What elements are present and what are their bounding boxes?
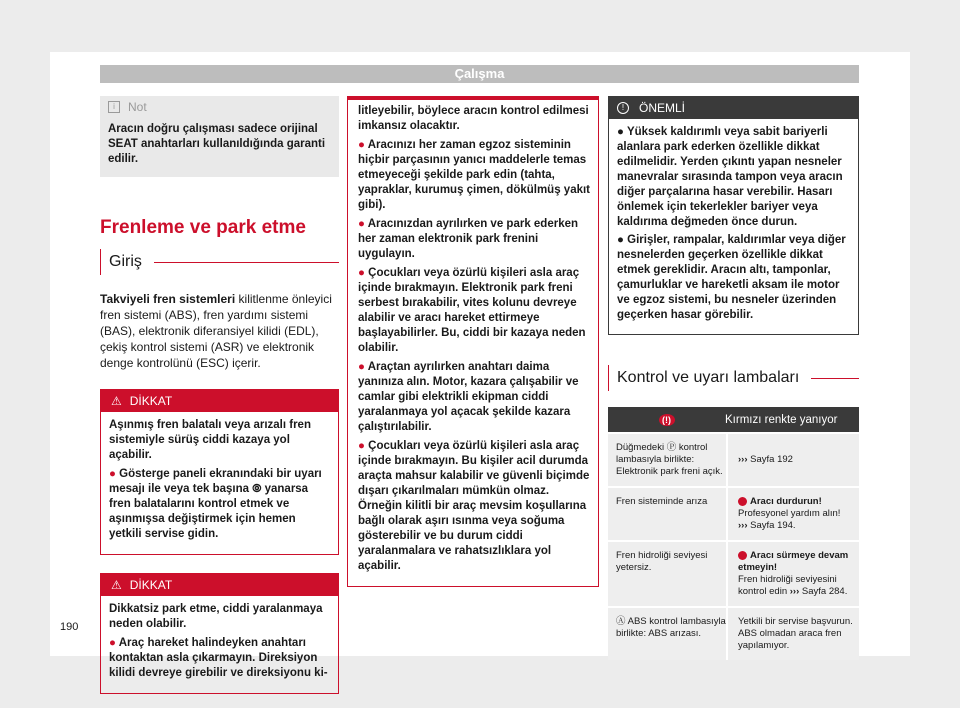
table-cell: Yetkili bir servise başvurun. ABS olmadan araca fren yapılamıyor. xyxy=(726,608,859,660)
table-row xyxy=(608,606,859,660)
intro-text: kilitlenme önleyici fren sistemi (ABS), fren yardımı sistemi (BAS), elektronik diferansiyel kilidi (EDL), çekiş kontrol sistemi (ASR) ve elektronik denge kontrolünü (ESC) içerir. xyxy=(100,292,332,370)
cont-b2 xyxy=(358,217,590,262)
cont-b2-text: Aracınızdan ayrılırken ve park ederken her zaman elektronik park frenini uygulayın. xyxy=(358,218,579,260)
table-cell xyxy=(726,434,859,486)
info-icon: i xyxy=(108,101,120,113)
page-ref-link[interactable]: Sayfa 192 xyxy=(747,454,793,465)
page-ref-arrow: ››› xyxy=(738,520,748,531)
brake-warning-icon: (!) xyxy=(608,414,725,426)
page-ref-link[interactable]: Sayfa 284. xyxy=(799,586,848,597)
table-row xyxy=(608,486,859,540)
row-1-text-b: kontrol lambasıyla birlikte: Elektronik park freni açık. xyxy=(616,442,723,477)
stop-icon xyxy=(738,551,747,560)
cont-b3 xyxy=(358,266,590,356)
row-3-bold: Aracı sürmeye devam etmeyin! xyxy=(738,550,849,573)
important-body xyxy=(609,119,858,334)
bullet-icon: ● xyxy=(109,468,120,480)
column-left xyxy=(100,96,339,694)
note-label: Not xyxy=(128,100,147,114)
bullet-icon: ● xyxy=(358,267,369,279)
warning-continuation-body xyxy=(348,100,598,586)
important-box xyxy=(608,96,859,335)
cont-b5-text: Çocukları veya özürlü kişileri asla araç içinde bırakmayın. Bu kişiler acil durumda araçta mahsur kalabilir ve güvenli biçimde dışarı çıkarılmaları mümkün olmaz. Örneğin kilitli bir araç mevsim koşullarına bağlı olarak aşırı ısınma veya soğuma gösterebilir ve bu durum ciddi yaralanmalara ve rahatsızlıklara yol açabilir. xyxy=(358,440,590,572)
imp-b2 xyxy=(617,233,850,323)
table-cell xyxy=(608,434,726,486)
important-header xyxy=(609,97,858,119)
lamps-title: Kontrol ve uyarı lambaları xyxy=(617,369,800,386)
page-header: Çalışma xyxy=(100,65,859,83)
warning-2-p2 xyxy=(109,636,330,681)
imp-b1-text: Yüksek kaldırımlı veya sabit bariyerli alanlara park ederken özellikle dikkat edilmelidir. Yerden çıkıntı yapan nesneler manevralar sırasında tampon veya aracın diğer parçalarına hasar verebilir. Hasarı önlemek için tekerlekler bariyer veya kaldırıma değmeden önce durun. xyxy=(617,126,843,228)
column-right xyxy=(608,96,859,660)
bullet-icon: ● xyxy=(358,361,368,373)
bullet-icon: ● xyxy=(358,139,368,151)
bullet-icon: ● xyxy=(617,234,628,246)
warning-1-p2-b: yanarsa fren balatalarını kontrol etmek ve aşınmışsa değiştirmek için hemen yetkili servise gidin. xyxy=(109,483,309,540)
row-2-bold: Aracı durdurun! xyxy=(750,496,822,507)
page-ref-arrow: ››› xyxy=(789,586,800,597)
intro-paragraph xyxy=(100,291,339,371)
table-cell: Fren hidroliği seviyesi yetersiz. xyxy=(616,550,708,573)
table-cell xyxy=(726,488,859,540)
table-cell: Fren sisteminde arıza xyxy=(616,496,708,507)
row-3-text: Fren hidroliği seviyesini kontrol edin xyxy=(738,574,837,597)
section-title: Frenleme ve park etme xyxy=(100,217,306,238)
lamps-subsection-header xyxy=(608,365,859,391)
subsection-title: Giriş xyxy=(109,253,142,270)
row-2-text: Profesyonel yardım alın! xyxy=(738,508,841,519)
warning-header-1 xyxy=(101,390,338,412)
cont-b1-text: Aracınızı her zaman egzoz sisteminin hiçbir parçasının yanıcı maddelerle temas etmeyeceği şekilde park edin (tahta, yapraklar, kurumuş çimen, dökülmüş yakıt gibi). xyxy=(358,139,591,211)
row-4-text: ABS kontrol lambasıyla birlikte: ABS arızası. xyxy=(616,616,726,639)
warning-2-p2-text: Araç hareket halindeyken anahtarı kontaktan asla çıkarmayın. Direksiyon kilidi devreye girebilir ve direksiyonu ki- xyxy=(109,637,328,679)
warning-body-1 xyxy=(101,412,338,554)
bullet-icon: ● xyxy=(617,126,627,138)
lamps-table xyxy=(608,407,859,660)
warning-triangle-icon: ⚠ xyxy=(111,578,122,592)
brake-lamp-icon: ⦾ xyxy=(252,483,262,495)
column-middle xyxy=(347,96,599,587)
abs-icon: Ⓐ xyxy=(616,616,626,627)
page-ref-link[interactable]: Sayfa 194. xyxy=(747,520,796,531)
table-row xyxy=(608,432,859,486)
table-row xyxy=(608,540,859,606)
warning-header-2 xyxy=(101,574,338,596)
cont-p0: litleyebilir, böylece aracın kontrol edilmesi imkansız olacaktır. xyxy=(358,105,589,132)
warning-2-p1: Dikkatsiz park etme, ciddi yaralanmaya neden olabilir. xyxy=(109,603,323,630)
warning-triangle-icon: ⚠ xyxy=(111,394,122,408)
intro-bold: Takviyeli fren sistemleri xyxy=(100,292,236,306)
important-label: ÖNEMLİ xyxy=(639,101,686,115)
cont-b1 xyxy=(358,138,590,213)
exclamation-circle-icon: ! xyxy=(617,102,629,114)
warning-continuation-box xyxy=(347,96,599,587)
warning-body-2 xyxy=(101,596,338,693)
subsection-rule xyxy=(811,378,859,379)
warning-label-2: DİKKAT xyxy=(129,578,173,592)
cont-b5 xyxy=(358,439,590,574)
warning-box-2 xyxy=(100,573,339,694)
table-cell xyxy=(726,542,859,606)
imp-b2-text: Girişler, rampalar, kaldırımlar veya diğer nesnelerden geçerken özellikle dikkat etmek gereklidir. Aracın altı, tamponlar, çamurluklar ve hareketli aksam ile motor ve egzoz sistemi, bu nesneler üzerinden geçerken hasar görebilir. xyxy=(617,234,846,321)
warning-1-p2 xyxy=(109,467,330,542)
lamps-table-header xyxy=(608,407,859,432)
row-1-text-a: Düğmedeki xyxy=(616,442,667,453)
bullet-icon: ● xyxy=(109,637,119,649)
bullet-icon: ● xyxy=(358,440,369,452)
note-text: Aracın doğru çalışması sadece orijinal SEAT anahtarları kullanıldığında garanti edilir. xyxy=(108,123,326,165)
cont-b4 xyxy=(358,360,590,435)
cont-b4-text: Araçtan ayrılırken anahtarı daima yanınıza alın. Motor, kazara çalışabilir ve camlar gibi elektrikli ekipman ciddi yaralanmaya yol açacak şekilde kazara çalıştırılabilir. xyxy=(358,361,579,433)
note-box xyxy=(100,96,339,177)
warning-1-p2-a: Gösterge paneli ekranındaki bir uyarı mesajı ile veya tek başına xyxy=(109,468,322,495)
note-header xyxy=(100,96,339,118)
warning-1-p1: Aşınmış fren balatalı veya arızalı fren sistemiyle sürüş ciddi kazaya yol açabilir. xyxy=(109,419,311,461)
subsection-rule xyxy=(154,262,339,263)
stop-icon xyxy=(738,497,747,506)
imp-b1 xyxy=(617,125,850,230)
parking-brake-icon: Ⓟ xyxy=(666,442,677,453)
bullet-icon: ● xyxy=(358,218,368,230)
subsection-header xyxy=(100,249,339,275)
lamps-table-header-text: Kırmızı renkte yanıyor xyxy=(725,413,838,426)
warning-label-1: DİKKAT xyxy=(129,394,173,408)
cont-b3-text: Çocukları veya özürlü kişileri asla araç içinde bırakmayın. Elektronik park freni serbest bırakabilir, vites kolunu devreye alabilir ve aracı hareket ettirmeye başlayabilirler. Bu, ciddi bir kazaya neden olabilir. xyxy=(358,267,586,354)
page-number: 190 xyxy=(60,621,79,633)
page-ref-arrow: ››› xyxy=(738,454,748,465)
warning-box-1 xyxy=(100,389,339,555)
table-cell xyxy=(608,608,726,660)
